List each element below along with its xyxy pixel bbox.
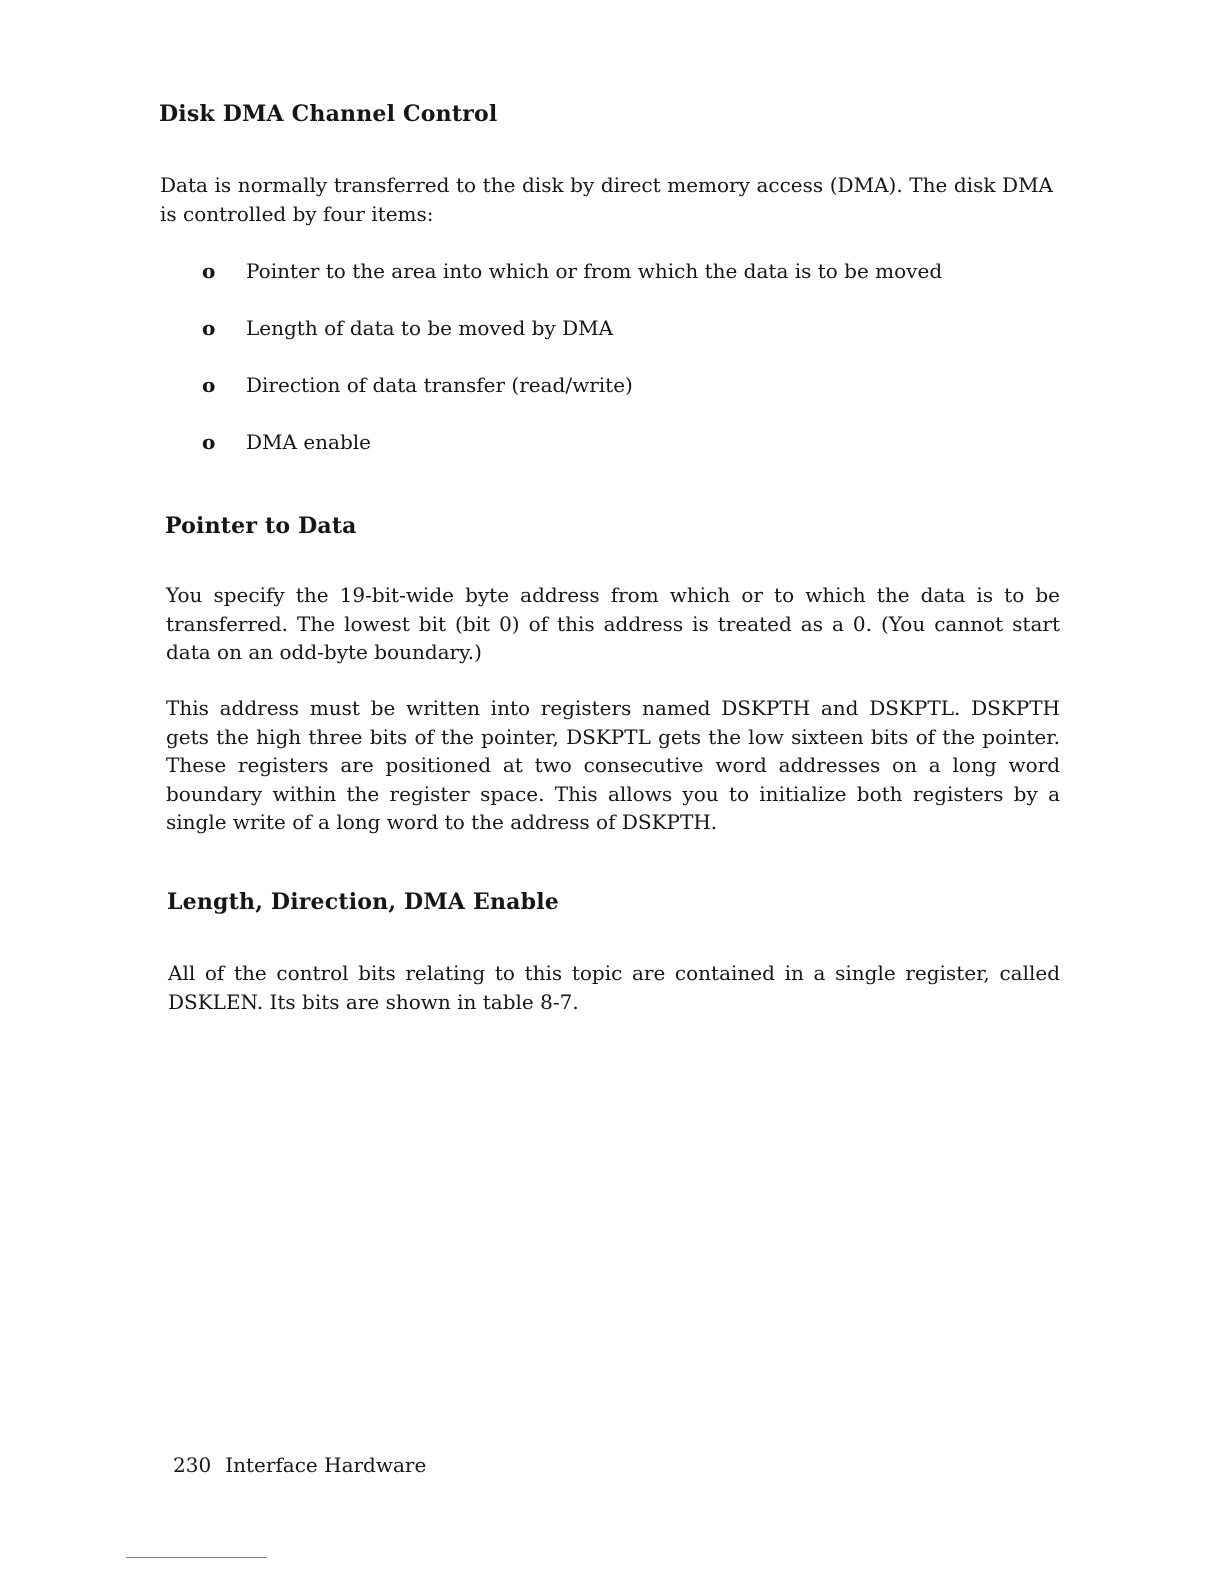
pointer-paragraph-2: This address must be written into registers named DSKPTH and DSKPTL. DSKPTH gets the high three bits of the pointer, DSKPTL gets the low sixteen bits of the pointer. These registers are positioned at two consecutive word addresses on a long word boundary within the register space. This allows you to initialize both registers by a single write of a long word to the address of DSKPTH.	[166, 696, 1060, 834]
section-heading-length-direction: Length, Direction, DMA Enable	[167, 889, 559, 915]
list-item	[200, 315, 942, 372]
dsklen-paragraph: All of the control bits relating to this topic are contained in a single register, called DSKLEN. Its bits are shown in table 8-7.	[168, 961, 1060, 1014]
page-footer	[173, 1453, 426, 1477]
list-item-text: Direction of data transfer (read/write)	[246, 373, 633, 397]
footer-title: Interface Hardware	[225, 1453, 427, 1477]
list-item	[200, 258, 942, 315]
page-number: 230	[173, 1453, 212, 1477]
list-item	[200, 372, 942, 429]
section-heading-disk-dma: Disk DMA Channel Control	[159, 101, 498, 127]
scan-edge-line	[126, 1557, 267, 1558]
bullet-marker: o	[202, 316, 216, 340]
intro-paragraph: Data is normally transferred to the disk by direct memory access (DMA). The disk DMA is controlled by four items:	[160, 173, 1053, 226]
bullet-marker: o	[202, 430, 216, 454]
section-heading-pointer-to-data: Pointer to Data	[165, 513, 357, 539]
pointer-paragraph-1: You specify the 19-bit-wide byte address from which or to which the data is to be transferred. The lowest bit (bit 0) of this address is treated as a 0. (You cannot start data on an odd-byte boundary.)	[166, 583, 1060, 664]
list-item-text: Length of data to be moved by DMA	[246, 316, 614, 340]
list-item-text: DMA enable	[246, 430, 371, 454]
list-item-text: Pointer to the area into which or from which the data is to be moved	[246, 259, 943, 283]
dma-items-list	[200, 258, 942, 486]
bullet-marker: o	[202, 373, 216, 397]
list-item	[200, 429, 942, 486]
bullet-marker: o	[202, 259, 216, 283]
